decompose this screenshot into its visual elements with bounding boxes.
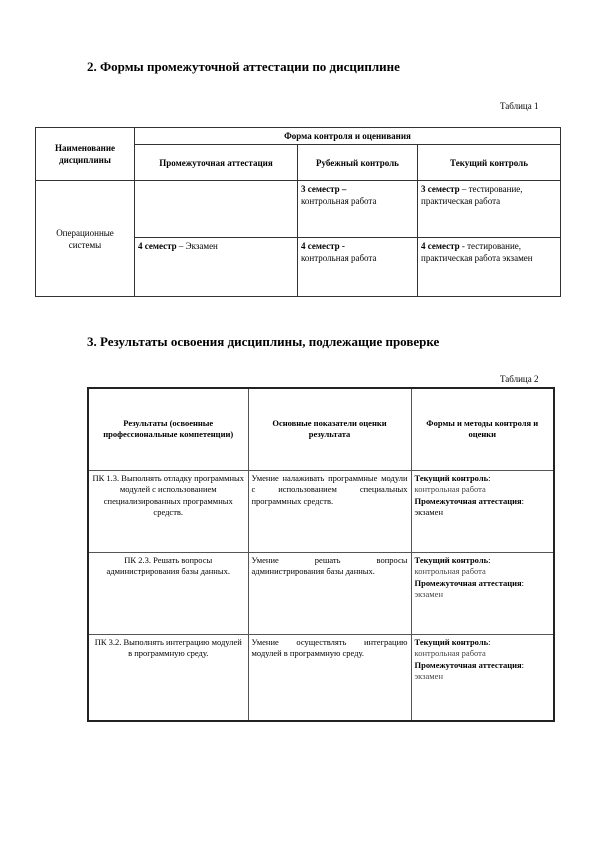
cell-text: контрольная работа (301, 196, 377, 206)
table-1 (35, 127, 561, 297)
table-1-caption: Таблица 1 (500, 101, 539, 111)
col-header-current: Текущий контроль (418, 145, 561, 181)
semester-label: 4 семестр (138, 241, 177, 251)
table-row (88, 552, 554, 634)
competence-cell: ПК 3.2. Выполнять интеграцию модулей в программную среду. (88, 634, 248, 721)
table-row (88, 634, 554, 721)
table-2-caption: Таблица 2 (500, 374, 539, 384)
col-header-discipline: Наименование дисциплины (36, 128, 135, 181)
table-1-cell (135, 238, 298, 297)
methods-cell: Текущий контроль: контрольная работа Промежуточная аттестация: экзамен (411, 552, 554, 634)
section-2-heading: 2. Формы промежуточной аттестации по дисциплине (87, 59, 400, 74)
semester-label: 3 семестр – (301, 184, 347, 194)
cell-text: – Экзамен (176, 241, 218, 251)
intermediate-label: Промежуточная аттестация (414, 659, 522, 670)
col-header-results: Результаты (освоенные профессиональные компетенции) (88, 388, 248, 470)
table-1-cell (418, 238, 561, 297)
intermediate-value: экзамен (414, 507, 443, 517)
col-header-methods: Формы и методы контроля и оценки (411, 388, 554, 470)
current-control-label: Текущий контроль (414, 554, 489, 565)
indicator-cell: Умение налаживать программные модули с использованием специальных программных средств. (248, 470, 411, 552)
semester-label: 4 семестр - (301, 241, 345, 251)
cell-text: контрольная работа (301, 253, 377, 263)
current-control-label: Текущий контроль (414, 472, 489, 483)
intermediate-label: Промежуточная аттестация (414, 495, 522, 506)
group-header-control-forms: Форма контроля и оценивания (135, 128, 561, 145)
cell-text: - тестирование, практическая работа экзамен (421, 241, 533, 263)
competence-cell: ПК 2.3. Решать вопросы администрирования базы данных. (88, 552, 248, 634)
table-row (88, 470, 554, 552)
competence-cell: ПК 1.3. Выполнять отладку программных модулей с использованием специализированных программных средств. (88, 470, 248, 552)
intermediate-value: экзамен (414, 589, 443, 599)
intermediate-label: Промежуточная аттестация (414, 577, 522, 588)
table-1-cell (418, 181, 561, 238)
current-control-value: контрольная работа (414, 648, 486, 658)
col-header-intermediate: Промежуточная аттестация (135, 145, 298, 181)
current-control-value: контрольная работа (414, 484, 486, 494)
col-header-indicators: Основные показатели оценки результата (248, 388, 411, 470)
current-control-label: Текущий контроль (414, 636, 489, 647)
section-3-heading: 3. Результаты освоения дисциплины, подлежащие проверке (87, 334, 440, 349)
discipline-name-cell: Операционные системы (36, 181, 135, 297)
current-control-value: контрольная работа (414, 566, 486, 576)
col-header-milestone: Рубежный контроль (298, 145, 418, 181)
indicator-cell: Умение решать вопросы администрирования базы данных. (248, 552, 411, 634)
table-1-cell (298, 238, 418, 297)
table-1-cell (298, 181, 418, 238)
intermediate-value: экзамен (414, 671, 443, 681)
methods-cell: Текущий контроль: контрольная работа Промежуточная аттестация: экзамен (411, 470, 554, 552)
cell-text: – тестирование, практическая работа (421, 184, 523, 206)
semester-label: 4 семестр (421, 241, 460, 251)
table-1-cell (135, 181, 298, 238)
indicator-cell: Умение осуществлять интеграцию модулей в программную среду. (248, 634, 411, 721)
table-2 (87, 387, 555, 722)
semester-label: 3 семестр (421, 184, 460, 194)
methods-cell: Текущий контроль: контрольная работа Промежуточная аттестация: экзамен (411, 634, 554, 721)
